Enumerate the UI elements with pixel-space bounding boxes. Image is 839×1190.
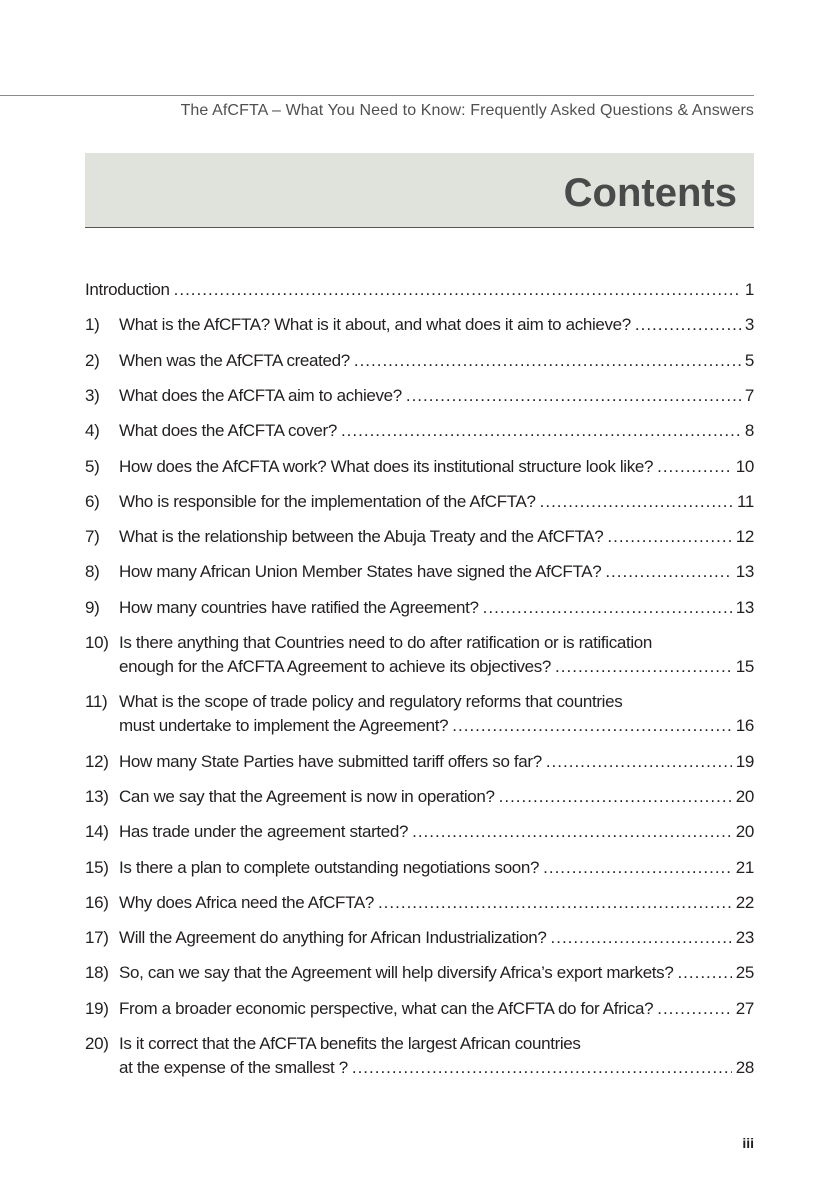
contents-title-band	[85, 153, 754, 228]
toc-entry-title: Can we say that the Agreement is now in operation?	[119, 786, 495, 806]
toc-page-number: 10	[735, 456, 754, 476]
header-rule	[0, 95, 754, 96]
page-number: iii	[742, 1135, 754, 1151]
toc-entry-title: What is the AfCFTA? What is it about, and what does it aim to achieve?	[119, 315, 631, 335]
toc-entry-title: Introduction	[85, 280, 170, 299]
toc-leader-dots	[499, 787, 732, 807]
toc-page-number: 25	[735, 963, 754, 983]
toc-leader-dots	[540, 492, 733, 512]
toc-entry-number: 14)	[85, 822, 109, 842]
toc-entry-title: Is there a plan to complete outstanding negotiations soon?	[119, 857, 540, 877]
running-header: The AfCFTA – What You Need to Know: Frequently Asked Questions & Answers	[180, 102, 754, 119]
toc-leader-dots	[555, 657, 732, 677]
toc-page-number: 28	[735, 1058, 754, 1077]
toc-entry[interactable]	[85, 457, 754, 481]
toc-page-number: 13	[735, 597, 754, 617]
toc-page-number: 20	[735, 822, 754, 842]
toc-entry-number: 13)	[85, 786, 109, 806]
toc-page-number: 15	[735, 657, 754, 676]
page-title: Contents	[563, 171, 737, 215]
toc-entry[interactable]	[85, 858, 754, 882]
toc-entry[interactable]	[85, 527, 754, 551]
toc-entry-title: How many African Union Member States have signed the AfCFTA?	[119, 562, 602, 582]
toc-entry-number: 6)	[85, 491, 100, 511]
toc-entry-number: 8)	[85, 562, 100, 582]
toc-entry-title: at the expense of the smallest ?	[119, 1058, 348, 1077]
toc-entry[interactable]	[85, 963, 754, 987]
toc-entry[interactable]	[85, 386, 754, 410]
toc-leader-dots	[677, 963, 731, 983]
toc-entry-number: 5)	[85, 456, 100, 476]
toc-page-number: 21	[735, 857, 754, 877]
toc-entry[interactable]	[85, 421, 754, 445]
toc-entry-title: Is there anything that Countries need to do after ratification or is ratification	[119, 633, 652, 652]
toc-entry-number: 17)	[85, 928, 109, 948]
toc-entry[interactable]	[85, 1034, 754, 1082]
toc-leader-dots	[354, 351, 741, 371]
toc-entry-number: 10)	[85, 633, 109, 652]
toc-page-number: 8	[744, 421, 754, 441]
toc-entry-number: 1)	[85, 315, 100, 335]
toc-page-number: 11	[737, 491, 754, 511]
toc-page-number: 16	[735, 716, 754, 736]
toc-page-number: 19	[735, 751, 754, 771]
toc-entry[interactable]	[85, 351, 754, 375]
toc-entry[interactable]	[85, 999, 754, 1023]
toc-entry-title: What does the AfCFTA aim to achieve?	[119, 385, 402, 405]
toc-entry-number: 3)	[85, 385, 100, 405]
toc-entry-title: enough for the AfCFTA Agreement to achieve its objectives?	[119, 657, 552, 676]
toc-page-number: 22	[735, 892, 754, 912]
toc-entry-title: From a broader economic perspective, what can the AfCFTA do for Africa?	[119, 998, 654, 1018]
toc-leader-dots	[635, 315, 741, 335]
toc-entry-number: 2)	[85, 350, 100, 370]
toc-page-number: 27	[735, 998, 754, 1018]
toc-entry-number: 20)	[85, 1034, 109, 1053]
toc-entry-title: How does the AfCFTA work? What does its institutional structure look like?	[119, 456, 654, 476]
toc-leader-dots	[546, 752, 732, 772]
toc-entry[interactable]	[85, 315, 754, 339]
toc-leader-dots	[551, 928, 732, 948]
toc-entry-title: What does the AfCFTA cover?	[119, 421, 337, 441]
toc-entry[interactable]	[85, 822, 754, 846]
toc-entry[interactable]	[85, 492, 754, 516]
toc-page-number: 5	[744, 350, 754, 370]
toc-entry-title: Who is responsible for the implementation of the AfCFTA?	[119, 491, 536, 511]
toc-entry-title: must undertake to implement the Agreement?	[119, 716, 449, 736]
toc-leader-dots	[657, 457, 732, 477]
toc-page-number: 3	[744, 315, 754, 335]
toc-entry[interactable]	[85, 633, 754, 681]
toc-leader-dots	[607, 527, 731, 547]
toc-entry-number: 11)	[85, 692, 108, 712]
toc-entry[interactable]	[85, 280, 754, 304]
toc-leader-dots	[412, 822, 732, 842]
toc-entry[interactable]	[85, 752, 754, 776]
toc-page-number: 1	[744, 280, 754, 299]
toc-entry[interactable]	[85, 692, 754, 740]
toc-entry[interactable]	[85, 598, 754, 622]
toc-entry-title: Will the Agreement do anything for African Industrialization?	[119, 928, 547, 948]
toc-entry[interactable]	[85, 787, 754, 811]
toc-leader-dots	[657, 999, 732, 1019]
toc-leader-dots	[352, 1058, 732, 1078]
toc-leader-dots	[406, 386, 741, 406]
toc-entry-number: 19)	[85, 998, 109, 1018]
toc-leader-dots	[543, 858, 732, 878]
toc-entry-title: Is it correct that the AfCFTA benefits the largest African countries	[119, 1034, 581, 1053]
toc-entry[interactable]	[85, 893, 754, 917]
toc-entry-title: When was the AfCFTA created?	[119, 350, 350, 370]
toc-entry-title: Why does Africa need the AfCFTA?	[119, 892, 374, 912]
toc-entry-number: 16)	[85, 892, 109, 912]
toc-page-number: 12	[735, 527, 754, 547]
toc-entry-title: Has trade under the agreement started?	[119, 822, 409, 842]
toc-entry-title: How many State Parties have submitted tariff offers so far?	[119, 751, 542, 771]
toc-page-number: 23	[735, 928, 754, 948]
toc-page-number: 13	[735, 562, 754, 582]
toc-leader-dots	[174, 280, 741, 300]
toc-entry-title: What is the relationship between the Abuja Treaty and the AfCFTA?	[119, 527, 604, 547]
toc-entry-number: 12)	[85, 751, 109, 771]
toc-leader-dots	[605, 562, 731, 582]
toc-entry-title: What is the scope of trade policy and regulatory reforms that countries	[119, 692, 623, 712]
toc-entry-number: 4)	[85, 421, 100, 441]
toc-entry-number: 15)	[85, 857, 109, 877]
toc-page-number: 7	[744, 385, 754, 405]
toc-leader-dots	[341, 421, 741, 441]
toc-page-number: 20	[735, 786, 754, 806]
toc-leader-dots	[452, 716, 732, 736]
toc-entry-title: So, can we say that the Agreement will help diversify Africa’s export markets?	[119, 963, 674, 983]
toc-entry-number: 18)	[85, 963, 109, 983]
toc-entry[interactable]	[85, 928, 754, 952]
toc-entry[interactable]	[85, 562, 754, 586]
toc-entry-number: 7)	[85, 527, 100, 547]
toc-leader-dots	[483, 598, 732, 618]
toc-entry-number: 9)	[85, 597, 100, 617]
toc-entry-title: How many countries have ratified the Agreement?	[119, 597, 479, 617]
toc-leader-dots	[378, 893, 732, 913]
